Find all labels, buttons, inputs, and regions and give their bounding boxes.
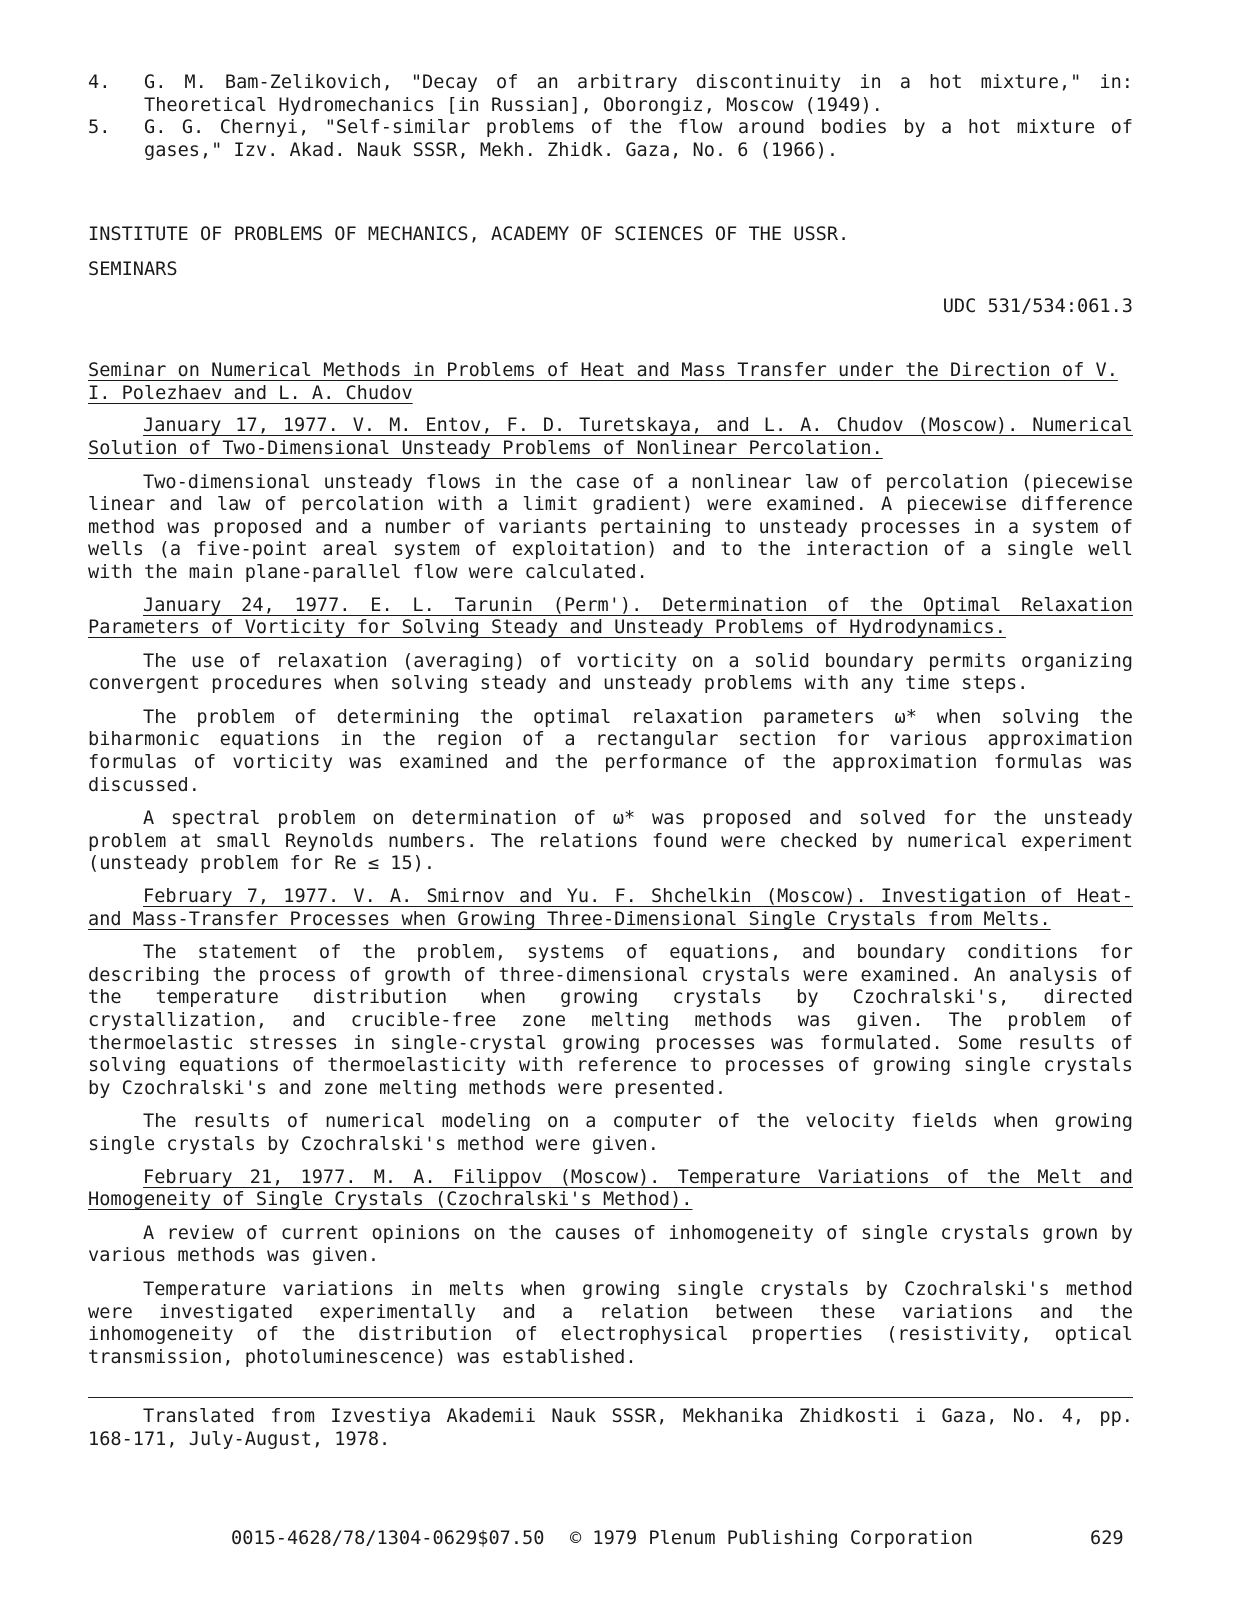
- reference-text: G. G. Chernyi, "Self-similar problems of the flow around bodies by a hot mixture of gases," Izv. Akad. Nauk SSSR, Mekh. Zhidk. Gaza, No. 6 (1966).: [144, 117, 1133, 161]
- reference-item: [88, 117, 1133, 162]
- seminar-title: Seminar on Numerical Methods in Problems of Heat and Mass Transfer under the Direction of V. I. Polezhaev and L. A. Chudov: [88, 360, 1118, 404]
- talk-heading: January 17, 1977. V. M. Entov, F. D. Turetskaya, and L. A. Chudov (Moscow). Numerical Solution of Two-Dimensional Unsteady Problems of Nonlinear Percolation.: [88, 415, 1133, 459]
- talk-paragraph: The results of numerical modeling on a computer of the velocity fields when growing single crystals by Czochralski's method were given.: [88, 1111, 1133, 1155]
- talk-entry: [88, 1167, 1133, 1370]
- talk-paragraph: A spectral problem on determination of ω* was proposed and solved for the unsteady problem at small Reynolds numbers. The relations found were checked by numerical experiment (unsteady problem for Re ≤ 15).: [88, 808, 1133, 875]
- talk-paragraph: The statement of the problem, systems of equations, and boundary conditions for describing the process of growth of three-dimensional crystals were examined. An analysis of the temperature distribution when growing crystals by Czochralski's, directed crystallization, and crucible-free zone melting methods was given. The problem of thermoelastic stresses in single-crystal growing processes was formulated. Some results of solving equations of thermoelasticity with reference to processes of growing single crystals by Czochralski's and zone melting methods were presented.: [88, 942, 1133, 1099]
- talk-paragraph: A review of current opinions on the causes of inhomogeneity of single crystals grown by various methods was given.: [88, 1222, 1133, 1267]
- reference-list: [88, 72, 1133, 162]
- seminars-label: SEMINARS: [88, 258, 178, 280]
- talk-heading: January 24, 1977. E. L. Tarunin (Perm'). Determination of the Optimal Relaxation Parameters of Vorticity for Solving Steady and Unsteady Problems of Hydrodynamics.: [88, 594, 1133, 639]
- talk-entry: [88, 595, 1133, 877]
- reference-number: 4.: [88, 72, 111, 93]
- talk-paragraph: The use of relaxation (averaging) of vorticity on a solid boundary permits organizing convergent procedures when solving steady and unsteady problems with any time steps.: [88, 650, 1133, 695]
- copyright-notice: © 1979 Plenum Publishing Corporation: [570, 1528, 973, 1549]
- talk-heading: February 21, 1977. M. A. Filippov (Moscow). Temperature Variations of the Melt and Homogeneity of Single Crystals (Czochralski's Method).: [88, 1166, 1133, 1211]
- translation-footnote: Translated from Izvestiya Akademii Nauk SSSR, Mekhanika Zhidkosti i Gaza, No. 4, pp. 168-171, July-August, 1978.: [88, 1406, 1133, 1450]
- page-body: [88, 72, 1133, 1452]
- reference-item: [88, 72, 1133, 117]
- page-number: 629: [1090, 1528, 1124, 1549]
- page-footer: [0, 1528, 1245, 1552]
- talk-paragraph: Two-dimensional unsteady flows in the case of a nonlinear law of percolation (piecewise linear and law of percolation with a limit gradient) were examined. A piecewise difference method was proposed and a number of variants pertaining to unsteady processes in a system of wells (a five-point areal system of exploitation) and to the interaction of a single well with the main plane-parallel flow were calculated.: [88, 471, 1133, 583]
- issn-code: 0015-4628/78/1304-0629$07.50: [231, 1528, 545, 1549]
- talk-entry: [88, 886, 1133, 1157]
- footnote-divider: [88, 1397, 1133, 1398]
- talk-entry: [88, 415, 1133, 584]
- udc-code: UDC 531/534:061.3: [942, 295, 1133, 317]
- talk-paragraph: The problem of determining the optimal relaxation parameters ω* when solving the biharmonic equations in the region of a rectangular section for various approximation formulas of vorticity was examined and the performance of the approximation formulas was discussed.: [88, 706, 1133, 796]
- talk-heading: February 7, 1977. V. A. Smirnov and Yu. F. Shchelkin (Moscow). Investigation of Heat- and Mass-Transfer Processes when Growing Three-Dimensional Single Crystals from Melts.: [88, 886, 1133, 930]
- institute-heading: INSTITUTE OF PROBLEMS OF MECHANICS, ACADEMY OF SCIENCES OF THE USSR.: [88, 224, 850, 246]
- talk-paragraph: Temperature variations in melts when growing single crystals by Czochralski's method were investigated experimentally and a relation between these variations and the inhomogeneity of the distribution of electrophysical properties (resistivity, optical transmission, photoluminescence) was established.: [88, 1278, 1133, 1368]
- reference-text: G. M. Bam-Zelikovich, "Decay of an arbitrary discontinuity in a hot mixture," in: Theoretical Hydromechanics [in Russian], Oborongiz, Moscow (1949).: [144, 72, 1133, 116]
- reference-number: 5.: [88, 117, 111, 139]
